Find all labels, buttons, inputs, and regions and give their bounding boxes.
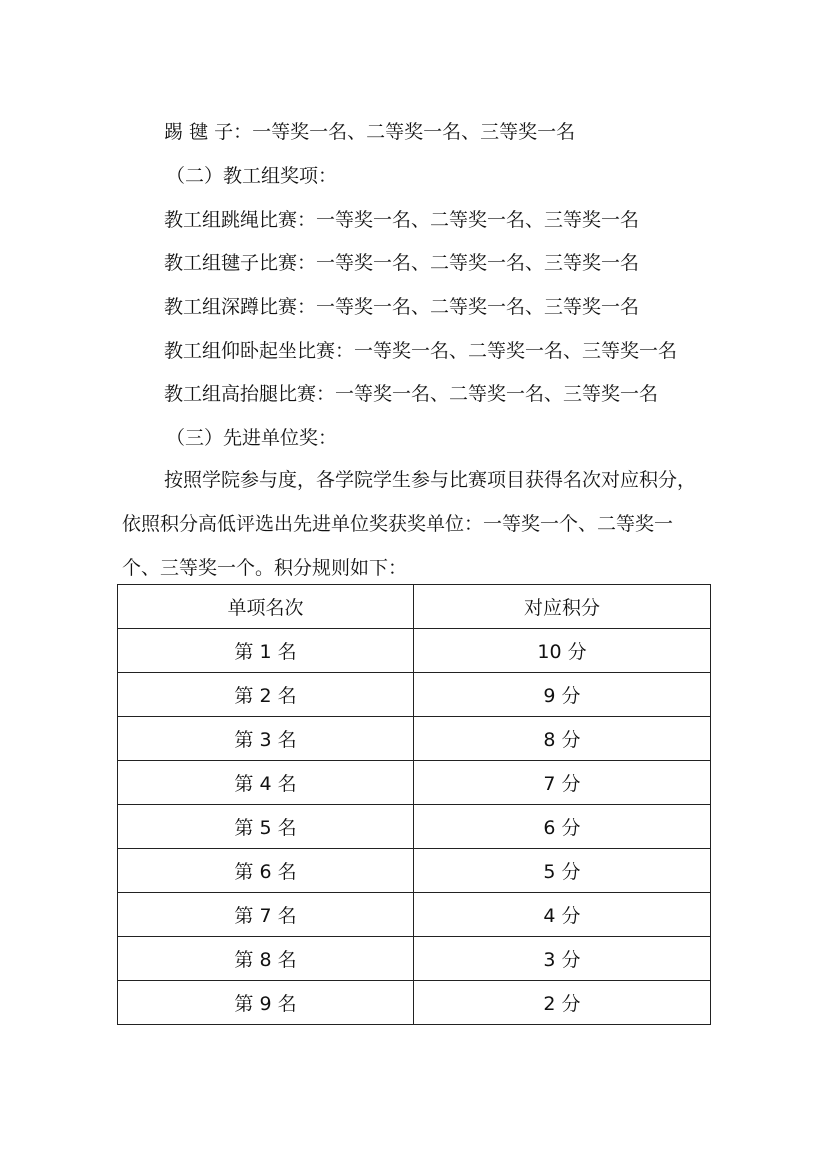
- award-line-staff-jump-rope: 教工组跳绳比赛：一等奖一名、二等奖一名、三等奖一名: [164, 209, 640, 231]
- award-line-staff-high-knees: 教工组高抬腿比赛：一等奖一名、二等奖一名、三等奖一名: [164, 383, 659, 405]
- rank-cell: 第 5 名: [118, 805, 414, 849]
- rank-cell: 第 2 名: [118, 673, 414, 717]
- rank-cell: 第 8 名: [118, 937, 414, 981]
- award-line-staff-situp: 教工组仰卧起坐比赛：一等奖一名、二等奖一名、三等奖一名: [164, 340, 678, 362]
- rank-cell: 第 3 名: [118, 717, 414, 761]
- table-row: [118, 849, 711, 893]
- table-row: [118, 937, 711, 981]
- table-row: [118, 717, 711, 761]
- table-row: [118, 805, 711, 849]
- points-cell: 8 分: [414, 717, 711, 761]
- points-cell: 5 分: [414, 849, 711, 893]
- rank-cell: 第 1 名: [118, 629, 414, 673]
- rank-cell: 第 4 名: [118, 761, 414, 805]
- points-cell: 3 分: [414, 937, 711, 981]
- table-row: [118, 629, 711, 673]
- section-heading-advanced-unit: （三）先进单位奖：: [166, 427, 338, 449]
- table-row: [118, 981, 711, 1025]
- points-cell: 2 分: [414, 981, 711, 1025]
- award-line-staff-squat: 教工组深蹲比赛：一等奖一名、二等奖一名、三等奖一名: [164, 296, 640, 318]
- points-cell: 6 分: [414, 805, 711, 849]
- points-cell: 7 分: [414, 761, 711, 805]
- table-row: [118, 761, 711, 805]
- table-row: [118, 673, 711, 717]
- table-header-row: [118, 585, 711, 629]
- scoring-paragraph: [122, 469, 712, 601]
- rank-cell: 第 7 名: [118, 893, 414, 937]
- points-cell: 10 分: [414, 629, 711, 673]
- paragraph-line: 个、三等奖一个。积分规则如下：: [122, 557, 408, 579]
- score-table: [117, 584, 711, 1025]
- paragraph-line: 按照学院参与度，各学院学生参与比赛项目获得名次对应积分，: [164, 469, 697, 491]
- paragraph-line: 依照积分高低评选出先进单位奖获奖单位：一等奖一个、二等奖一: [122, 513, 674, 535]
- rank-cell: 第 6 名: [118, 849, 414, 893]
- table-row: [118, 893, 711, 937]
- section-heading-staff-awards: （二）教工组奖项：: [166, 165, 338, 187]
- header-rank: 单项名次: [118, 585, 414, 629]
- points-cell: 9 分: [414, 673, 711, 717]
- award-line-staff-shuttlecock: 教工组毽子比赛：一等奖一名、二等奖一名、三等奖一名: [164, 252, 640, 274]
- award-line-shuttlecock: 踢 毽 子：一等奖一名、二等奖一名、三等奖一名: [164, 121, 576, 143]
- rank-cell: 第 9 名: [118, 981, 414, 1025]
- points-cell: 4 分: [414, 893, 711, 937]
- header-points: 对应积分: [414, 585, 711, 629]
